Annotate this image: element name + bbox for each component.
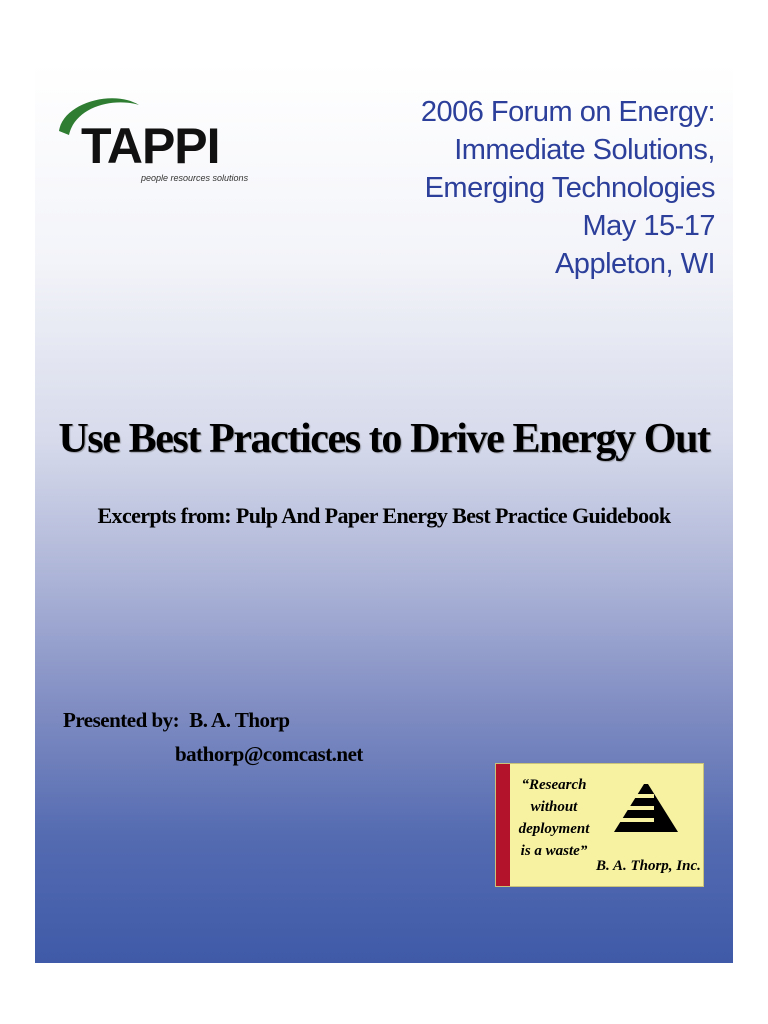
slide-title: Use Best Practices to Drive Energy Out xyxy=(58,416,710,462)
slide xyxy=(35,63,733,963)
company-name: B. A. Thorp, Inc. xyxy=(596,858,701,874)
presenter-email: bathorp@comcast.net xyxy=(175,742,363,766)
quote-line: “Research xyxy=(521,777,587,793)
presenter-row xyxy=(63,703,363,737)
quote-line: deployment xyxy=(518,821,590,837)
event-line: 2006 Forum on Energy: xyxy=(420,96,715,128)
logo-tagline: people resources solutions xyxy=(141,173,249,183)
thorp-inc-badge xyxy=(495,763,704,887)
badge-accent-bar xyxy=(496,764,510,886)
tappi-logo-graphic xyxy=(53,89,273,189)
event-line: May 15-17 xyxy=(582,210,715,242)
stepped-triangle-icon xyxy=(614,784,682,841)
quote-line: is a waste” xyxy=(520,843,588,859)
event-line: Appleton, WI xyxy=(554,248,715,280)
quote-line: without xyxy=(530,799,578,815)
tappi-logo xyxy=(53,89,273,189)
event-line: Immediate Solutions, xyxy=(454,134,715,166)
event-info xyxy=(375,93,715,283)
event-line: Emerging Technologies xyxy=(424,172,715,204)
slide-subtitle: Excerpts from: Pulp And Paper Energy Best Practice Guidebook xyxy=(97,503,671,528)
presenter-label: Presented by: xyxy=(63,708,180,732)
badge-quote xyxy=(518,774,590,862)
presenter-name: B. A. Thorp xyxy=(189,708,290,732)
presenter-block xyxy=(63,703,363,771)
logo-wordmark: TAPPI xyxy=(81,118,220,174)
